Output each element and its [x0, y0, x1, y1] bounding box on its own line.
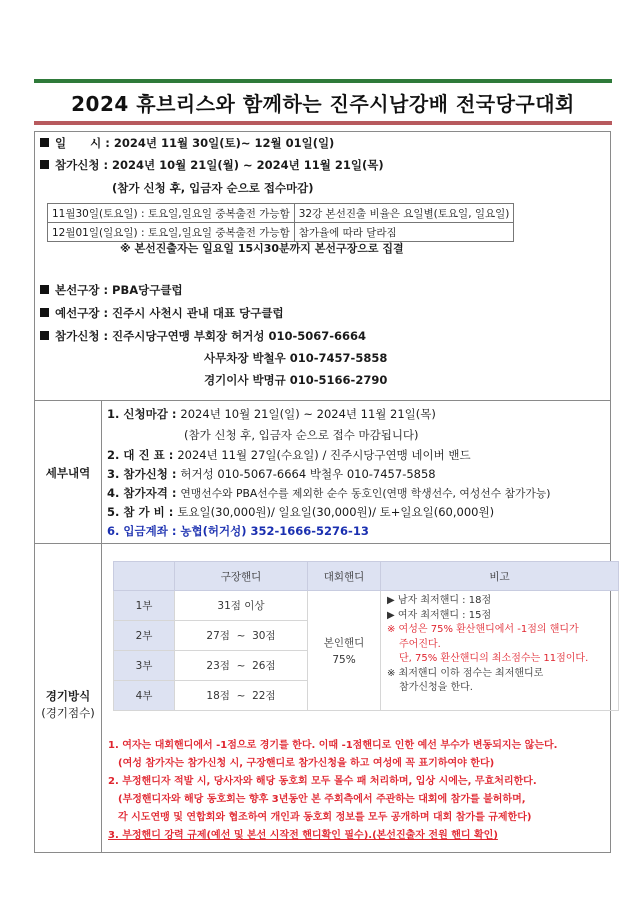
schedule-table: [47, 203, 514, 242]
schedule-note-cell: 참가율에 따라 달라짐: [294, 223, 514, 242]
note-line: ▶ 남자 최저핸디 : 18점: [387, 595, 492, 606]
date-label: 일 시: [55, 136, 102, 150]
square-bullet-icon: [40, 138, 49, 147]
contact-value: 경기이사 박명규 010-5166-2790: [204, 373, 388, 387]
range-cell: 27점 ~ 30점: [175, 621, 308, 651]
side-column-divider: [101, 400, 102, 853]
column-header: 대회핸디: [308, 562, 381, 591]
rule-line: 각 시도연맹 및 연합회와 협조하여 개인과 동호회 정보를 모두 공개하며 대회 참가를 규제한다): [118, 812, 532, 823]
detail-item: 5. 참 가 비 : 토요일(30,000원)/ 일요일(30,000원)/ 토+일요일(60,000원): [107, 505, 495, 519]
tournament-pct: 75%: [332, 654, 356, 666]
section-divider: [34, 400, 611, 401]
page-title: 2024 휴브리스와 함께하는 진주시남강배 전국당구대회: [71, 92, 575, 116]
detail-value: 허거성 010-5067-6664 박철우 010-7457-5858: [180, 467, 436, 481]
apply-label: 참가신청: [55, 158, 100, 172]
table-header-row: [114, 562, 619, 591]
note-line: 주어진다.: [399, 638, 441, 650]
range-cell: 31점 이상: [175, 591, 308, 621]
main-venue-label: 본선구장: [55, 283, 100, 297]
square-bullet-icon: [40, 160, 49, 169]
schedule-cell: 11월30일(토요일) : 토요일,일요일 중복출전 가능함: [48, 204, 295, 223]
contact-value: 진주시당구연맹 부회장 허거성 010-5067-6664: [112, 329, 367, 343]
main-venue-value: PBA당구클럽: [112, 283, 183, 297]
tournament-handi-cell: [308, 591, 381, 711]
date-value: 2024년 11월 30일(토)~ 12월 01일(일): [113, 136, 335, 150]
column-header: 구장핸디: [175, 562, 308, 591]
title-top-rule: [34, 79, 612, 83]
note-line: 참가신청을 한다.: [399, 682, 473, 693]
contact-row: 참가신청 : 진주시당구연맹 부회장 허거성 010-5067-6664: [40, 328, 366, 344]
game-side-sublabel: (경기점수): [41, 706, 95, 720]
division-cell: 3부: [114, 651, 175, 681]
table-row: [48, 223, 514, 242]
tournament-handi: 본인핸디: [323, 637, 365, 649]
detail-label: 2. 대 진 표: [107, 448, 165, 462]
detail-value: 토요일(30,000원)/ 일요일(30,000원)/ 토+일요일(60,000원): [177, 505, 495, 519]
detail-label: 4. 참가자격: [107, 486, 168, 500]
table-row: [114, 591, 619, 621]
schedule-footnote: ※ 본선진출자는 일요일 15시30분까지 본선구장으로 집결: [120, 242, 404, 255]
division-cell: 2부: [114, 621, 175, 651]
range-cell: 18점 ~ 22점: [175, 681, 308, 711]
detail-value: 2024년 11월 27일(수요일) / 진주시당구연맹 네이버 밴드: [177, 448, 471, 462]
contact-label: 참가신청: [55, 329, 100, 343]
rule-line-emphasis: 3. 부정핸디 강력 규제(예선 및 본선 시작전 핸디확인 필수).(본선진출자 전원 핸디 확인): [108, 830, 498, 841]
contact-value: 사무차장 박철우 010-7457-5858: [204, 351, 388, 365]
detail-label: 3. 참가신청: [107, 467, 168, 481]
notes-cell: [381, 591, 619, 711]
range-cell: 23점 ~ 26점: [175, 651, 308, 681]
prelim-venue-label: 예선구장: [55, 306, 100, 320]
rule-line: (여성 참가자는 참가신청 시, 구장핸디로 참가신청을 하고 여성에 꼭 표기하여야 한다): [118, 758, 495, 769]
apply-row: 참가신청 : 2024년 10월 21일(월) ~ 2024년 11월 21일(목): [40, 157, 384, 173]
prelim-venue-value: 진주시 사천시 관내 대표 당구클럽: [112, 306, 284, 320]
date-row: 일 시 : 2024년 11월 30일(토)~ 12월 01일(일): [40, 135, 334, 151]
rule-line: (부정핸디자와 해당 동호회는 향후 3년동안 본 주회측에서 주관하는 대회에 참가를 불허하며,: [118, 794, 526, 805]
detail-value: 연맹선수와 PBA선수를 제외한 순수 동호인(연맹 학생선수, 여성선수 참가가능): [180, 487, 551, 500]
column-header: 비고: [381, 562, 619, 591]
column-header: [114, 562, 175, 591]
section-divider: [34, 543, 611, 544]
prelim-venue-row: 예선구장 : 진주시 사천시 관내 대표 당구클럽: [40, 305, 284, 321]
title-bottom-rule: [34, 121, 612, 125]
rule-line: 1. 여자는 대회핸디에서 -1점으로 경기를 한다. 이때 -1점핸디로 인한 예선 부수가 변동되지는 않는다.: [108, 740, 558, 751]
table-row: [48, 204, 514, 223]
rule-line: 2. 부정핸디자 적발 시, 당사자와 해당 동호회 모두 몰수 패 처리하며, 입상 시에는, 무효처리한다.: [108, 776, 537, 787]
square-bullet-icon: [40, 285, 49, 294]
note-line: ▶ 여자 최저핸디 : 15점: [387, 609, 492, 621]
details-side-label: 세부내역: [45, 466, 91, 480]
detail-item: 2. 대 진 표 : 2024년 11월 27일(수요일) / 진주시당구연맹 네이버 밴드: [107, 448, 471, 462]
handicap-table: [113, 561, 619, 711]
detail-value: 농협(허거성) 352-1666-5276-13: [180, 524, 369, 538]
square-bullet-icon: [40, 308, 49, 317]
schedule-note-cell: 32강 본선진출 비율은 요일별(토요일, 일요일): [294, 204, 514, 223]
division-cell: 4부: [114, 681, 175, 711]
detail-label: 1. 신청마감: [107, 407, 168, 421]
detail-item: 3. 참가신청 : 허거성 010-5067-6664 박철우 010-7457-5858: [107, 467, 436, 481]
detail-value: 2024년 10월 21일(일) ~ 2024년 11월 21일(목): [180, 407, 436, 421]
detail-label: 5. 참 가 비: [107, 505, 165, 519]
main-venue-row: 본선구장 : PBA당구클럽: [40, 282, 183, 298]
division-cell: 1부: [114, 591, 175, 621]
detail-item: 1. 신청마감 : 2024년 10월 21일(일) ~ 2024년 11월 21일(목): [107, 407, 436, 421]
detail-subnote: (참가 신청 후, 입금자 순으로 접수 마감됩니다): [184, 428, 419, 442]
note-line: ※ 최저핸디 이하 점수는 최저핸디로: [387, 667, 544, 679]
note-line: ※ 여성은 75% 환산핸디에서 -1점의 핸디가: [387, 624, 579, 635]
note-line: 단, 75% 환산핸디의 최소점수는 11점이다.: [399, 653, 589, 664]
apply-note: (참가 신청 후, 입금자 순으로 접수마감): [112, 181, 314, 195]
schedule-cell: 12월01일(일요일) : 토요일,일요일 중복출전 가능함: [48, 223, 295, 242]
game-side-label: 경기방식: [45, 689, 91, 703]
apply-value: 2024년 10월 21일(월) ~ 2024년 11월 21일(목): [112, 158, 384, 172]
square-bullet-icon: [40, 331, 49, 340]
detail-item-account: 6. 입금계좌 : 농협(허거성) 352-1666-5276-13: [107, 524, 369, 538]
detail-label: 6. 입금계좌: [107, 524, 168, 538]
rules-list: [108, 737, 557, 845]
detail-item: 4. 참가자격 : 연맹선수와 PBA선수를 제외한 순수 동호인(연맹 학생선수, 여성선수 참가가능): [107, 486, 551, 500]
